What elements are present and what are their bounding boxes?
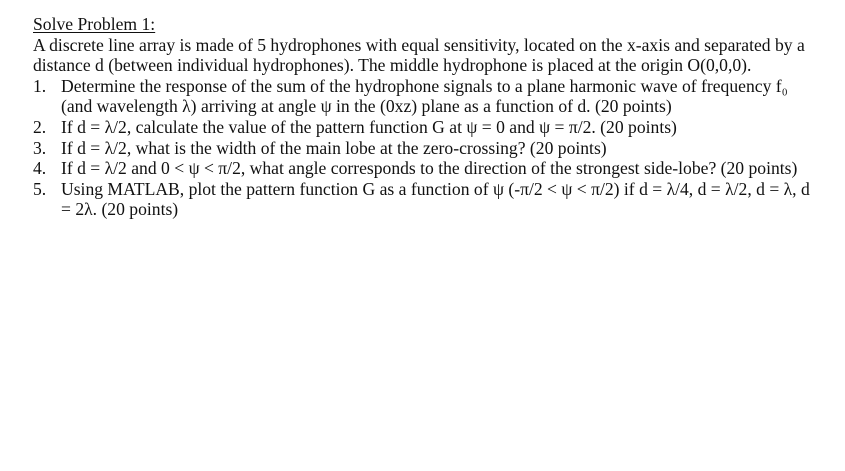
question-item-5 <box>33 179 823 220</box>
question-number: 3. <box>33 137 47 158</box>
question-text: Using MATLAB, plot the pattern function G as a function of ψ (-π/2 < ψ < π/2) if d = λ/4, d = λ/2, d = λ, d = 2λ. (20 points) <box>61 178 810 220</box>
question-text: Determine the response of the sum of the hydrophone signals to a plane harmonic wave of frequency f₀ (and wavelength λ) arriving at angle ψ in the (0xz) plane as a function of d. (20 points) <box>61 75 788 117</box>
question-number: 2. <box>33 116 47 137</box>
question-list <box>33 76 823 220</box>
question-item-1 <box>33 76 823 117</box>
question-text: If d = λ/2, calculate the value of the pattern function G at ψ = 0 and ψ = π/2. (20 points) <box>61 116 677 137</box>
question-number: 5. <box>33 178 47 199</box>
question-item-3 <box>33 138 823 159</box>
question-text: If d = λ/2 and 0 < ψ < π/2, what angle corresponds to the direction of the strongest side-lobe? (20 points) <box>61 158 798 179</box>
question-number: 4. <box>33 158 47 179</box>
problem-title: Solve Problem 1: <box>33 14 156 34</box>
problem-intro: A discrete line array is made of 5 hydrophones with equal sensitivity, located on the x-axis and separated by a distance d (between individual hydrophones). The middle hydrophone is placed at the origin O(0,0,0). <box>33 34 805 76</box>
question-item-4 <box>33 158 823 179</box>
problem-document <box>33 14 823 220</box>
question-item-2 <box>33 117 823 138</box>
question-number: 1. <box>33 75 47 96</box>
question-text: If d = λ/2, what is the width of the main lobe at the zero-crossing? (20 points) <box>61 137 607 158</box>
